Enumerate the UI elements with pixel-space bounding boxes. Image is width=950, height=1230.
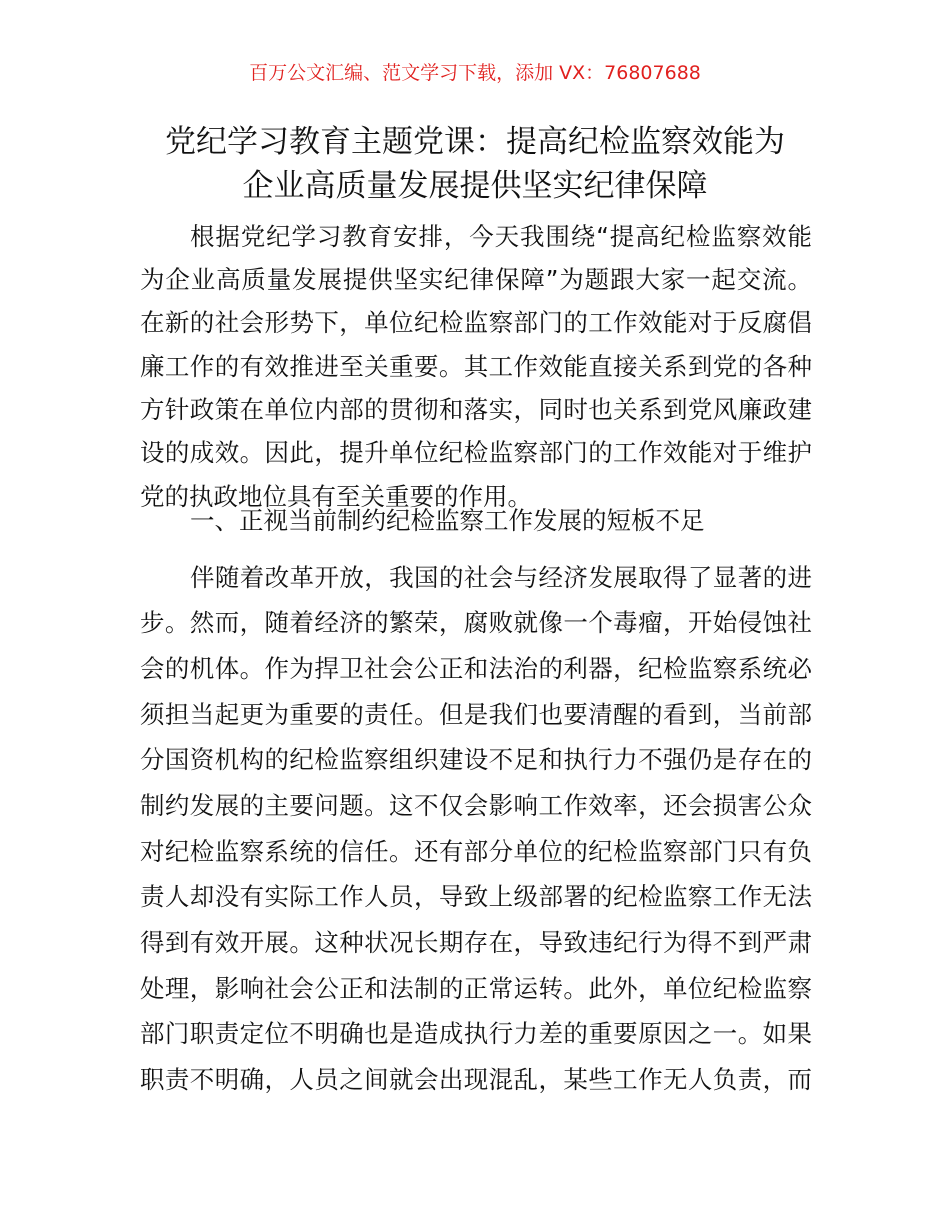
document-title-line-1: 党纪学习教育主题党课：提高纪检监察效能为 [165,124,785,160]
text-line: 方针政策在单位内部的贯彻和落实，同时也关系到党风廉政建 [140,395,812,424]
text-line: 制约发展的主要问题。这不仅会影响工作效率，还会损害公众 [140,791,812,820]
text-line: 处理，影响社会公正和法制的正常运转。此外，单位纪检监察 [140,974,812,1003]
text-line: 职责不明确，人员之间就会出现混乱，某些工作无人负责，而 [140,1065,812,1094]
text-line: 廉工作的有效推进至关重要。其工作效能直接关系到党的各种 [140,352,812,381]
text-line: 得到有效开展。这种状况长期存在，导致违纪行为得不到严肃 [140,928,812,957]
text-line: 党的执政地位具有至关重要的作用。 [140,482,532,511]
text-line: 设的成效。因此，提升单位纪检监察部门的工作效能对于维护 [140,438,812,467]
text-line: 责人却没有实际工作人员，导致上级部署的纪检监察工作无法 [140,882,812,911]
text-line: 伴随着改革开放，我国的社会与经济发展取得了显著的进 [190,563,812,592]
text-line: 在新的社会形势下，单位纪检监察部门的工作效能对于反腐倡 [140,308,812,337]
text-line: 为企业高质量发展提供坚实纪律保障”为题跟大家一起交流。 [140,265,812,294]
text-line: 对纪检监察系统的信任。还有部分单位的纪检监察部门只有负 [140,837,812,866]
text-line: 会的机体。作为捍卫社会公正和法治的利器，纪检监察系统必 [140,654,812,683]
text-line: 分国资机构的纪检监察组织建设不足和执行力不强仍是存在的 [140,745,812,774]
watermark-header: 百万公文汇编、范文学习下载，添加 VX：76807688 [249,62,701,84]
text-line: 根据党纪学习教育安排，今天我围绕“提高纪检监察效能 [190,222,812,251]
text-line: 步。然而，随着经济的繁荣，腐败就像一个毒瘤，开始侵蚀社 [140,608,812,637]
section-heading: 一、正视当前制约纪检监察工作发展的短板不足 [190,506,705,535]
text-line: 须担当起更为重要的责任。但是我们也要清醒的看到，当前部 [140,700,812,729]
text-line: 部门职责定位不明确也是造成执行力差的重要原因之一。如果 [140,1019,812,1048]
document-title-line-2: 企业高质量发展提供坚实纪律保障 [242,168,708,204]
